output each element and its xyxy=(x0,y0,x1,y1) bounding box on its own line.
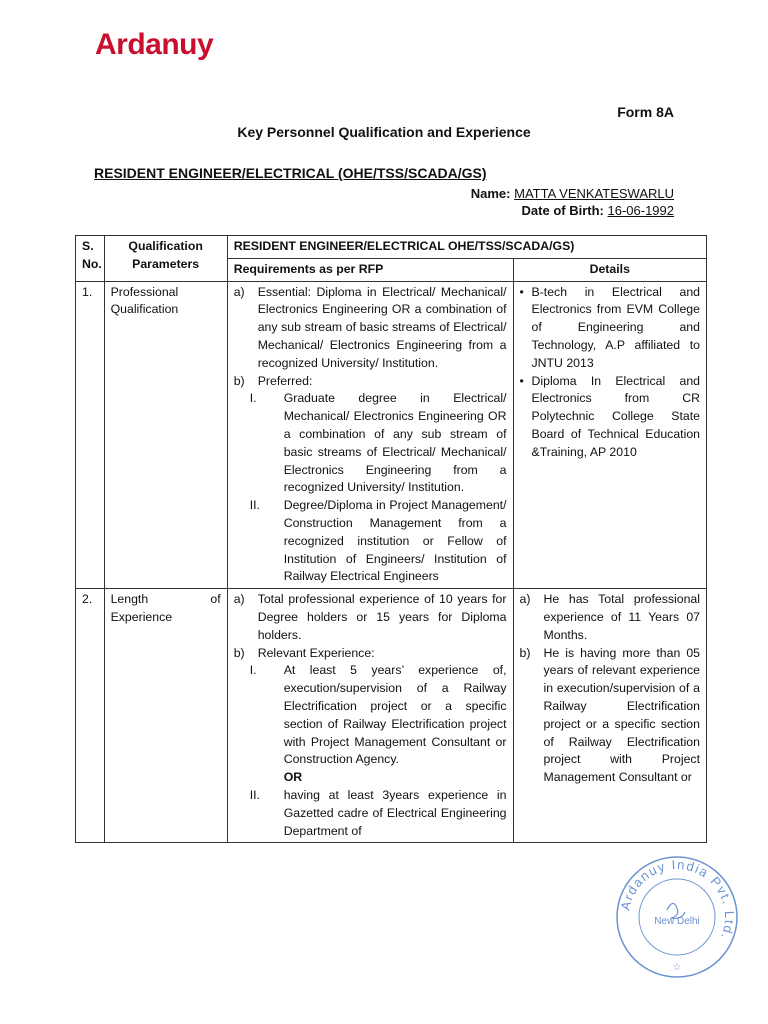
req-marker: a) xyxy=(233,592,245,607)
bullet-icon: • xyxy=(519,284,524,299)
req-marker: b) xyxy=(233,645,245,660)
req-text: Relevant Experience: xyxy=(257,645,375,660)
form-number: Form 8A xyxy=(617,104,674,120)
row-sno: 1. xyxy=(76,281,105,589)
req-sub-text: Graduate degree in Electrical/ Mechanical/ Electronics Engineering OR a combination of any sub stream of basic streams of Electrical/ Mechanical/ Electronics Engineering from a recognized University/ Institution. xyxy=(283,391,507,495)
row-param: Length of Experience xyxy=(104,589,227,843)
col-req-header: Requirements as per RFP xyxy=(227,258,513,281)
detail-text: He has Total professional experience of 11 Years 07 Months. xyxy=(543,592,700,642)
col-group-header: RESIDENT ENGINEER/ELECTRICAL OHE/TSS/SCADA/GS) xyxy=(227,236,706,259)
req-sub-text: At least 5 years’ experience of, execution/supervision of a Railway Electrification project or a specific section of Railway Electrification project with Project Management Consultant or Construction Agency. xyxy=(283,663,507,767)
detail-marker: b) xyxy=(519,645,531,660)
detail-item xyxy=(520,373,701,462)
detail-text: He is having more than 05 years of relevant experience in execution/supervision of a Railway Electrification project or a specific section of Railway Electrification project with Project Management Consultant or xyxy=(543,645,700,785)
document-title: Key Personnel Qualification and Experience xyxy=(237,124,531,140)
req-sub-text: having at least 3years experience in Gazetted cadre of Electrical Engineering Department of xyxy=(283,787,507,838)
req-item xyxy=(234,373,507,391)
detail-text: Diploma In Electrical and Electronics from CR Polytechnic College State Board of Technical Education &Training, AP 2010 xyxy=(531,373,700,459)
req-item xyxy=(234,284,507,373)
stamp-city-text: New Delhi xyxy=(654,916,700,927)
req-item xyxy=(234,645,507,663)
detail-marker: a) xyxy=(519,592,531,607)
company-stamp-icon xyxy=(612,852,742,982)
req-item xyxy=(234,591,507,644)
name-value: MATTA VENKATESWARLU xyxy=(514,186,674,201)
row-requirements xyxy=(227,589,513,843)
stamp-star-icon: ☆ xyxy=(672,962,682,973)
dob-label: Date of Birth: xyxy=(521,203,604,218)
detail-text: B-tech in Electrical and Electronics from EVM College of Engineering and Technology, A.P affiliated to JNTU 2013 xyxy=(531,284,700,370)
row-details xyxy=(513,281,707,589)
req-sub-marker: I. xyxy=(249,391,257,406)
row-sno: 2. xyxy=(76,589,105,843)
req-marker: b) xyxy=(233,373,245,388)
req-subitem xyxy=(234,390,507,497)
name-label: Name: xyxy=(470,186,511,201)
table-header-row xyxy=(76,236,707,259)
req-subitem xyxy=(234,497,507,586)
req-sub-text: Degree/Diploma in Project Management/ Construction Management from a recognized institution or Fellow of Institution of Engineers/ Institution of Railway Electrical Engineers xyxy=(283,498,507,584)
req-text: Essential: Diploma in Electrical/ Mechanical/ Electronics Engineering OR a combination of any sub stream of basic streams of Electrical/ Mechanical/ Electronics Engineering from a recognized University/ Institution. xyxy=(257,284,507,370)
dob-line xyxy=(522,203,674,218)
role-heading: RESIDENT ENGINEER/ELECTRICAL (OHE/TSS/SCADA/GS) xyxy=(94,165,487,181)
col-param-header: Qualification Parameters xyxy=(104,236,227,282)
row-param: Professional Qualification xyxy=(104,281,227,589)
dob-value: 16-06-1992 xyxy=(607,203,674,218)
req-text: Total professional experience of 10 years for Degree holders or 15 years for Diploma holders. xyxy=(257,592,507,642)
req-text: Preferred: xyxy=(257,373,313,388)
company-logo: Ardanuy xyxy=(95,28,214,61)
svg-text:Ardanuy India Pvt. Ltd. xyxy=(617,857,737,943)
detail-item xyxy=(520,645,701,787)
qualification-table xyxy=(75,235,707,843)
req-sub-marker: II. xyxy=(249,498,260,513)
table-row xyxy=(76,589,707,843)
req-sub-marker: I. xyxy=(249,663,257,678)
or-text: OR xyxy=(283,770,303,785)
row-requirements xyxy=(227,281,513,589)
req-subitem xyxy=(234,787,507,840)
stamp-ring-text: Ardanuy India Pvt. Ltd. xyxy=(617,856,738,943)
req-or-separator xyxy=(234,769,507,787)
bullet-icon: • xyxy=(519,373,524,388)
req-marker: a) xyxy=(233,284,245,299)
table-row xyxy=(76,281,707,589)
req-sub-marker: II. xyxy=(249,787,260,802)
col-details-header: Details xyxy=(513,258,707,281)
detail-item xyxy=(520,591,701,644)
detail-item xyxy=(520,284,701,373)
name-line xyxy=(471,186,674,201)
req-subitem xyxy=(234,662,507,769)
col-sno-header: S. No. xyxy=(76,236,105,282)
row-details xyxy=(513,589,707,843)
